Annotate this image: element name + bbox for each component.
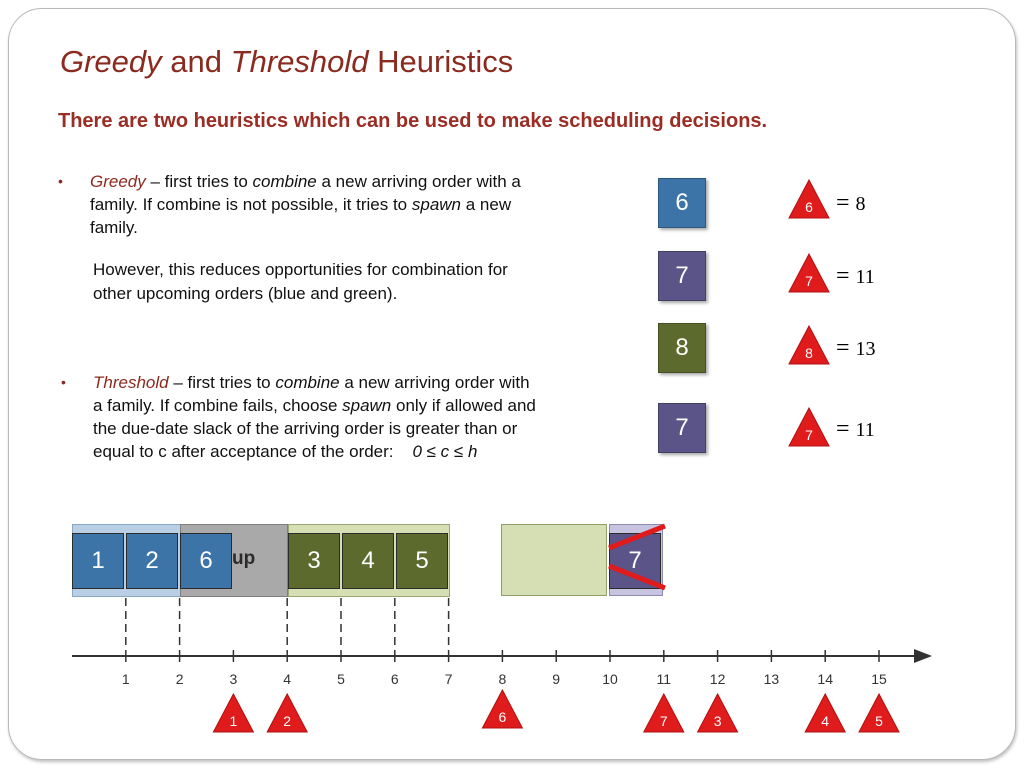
axis-tick-label: 2 bbox=[175, 671, 184, 687]
greedy-bullet: • Greedy – first tries to combine a new arriving order with a family. If combine is not possible, it tries to spawn a new family. bbox=[58, 172, 521, 237]
arrival-1 bbox=[213, 694, 253, 732]
axis-arrow bbox=[914, 649, 932, 663]
order-due-3: = 13 bbox=[836, 335, 876, 361]
axis-tick-label: 3 bbox=[229, 671, 238, 687]
threshold-formula: 0 ≤ c ≤ h bbox=[412, 442, 478, 461]
arrival-4 bbox=[805, 694, 845, 732]
gantt-blue-2: 2 bbox=[126, 533, 178, 589]
arrival-label: 6 bbox=[805, 199, 813, 215]
order-box-4: 7 bbox=[658, 403, 706, 453]
arrival-label: 7 bbox=[659, 713, 668, 729]
boundary-dashes bbox=[126, 598, 449, 650]
order-triangle-3 bbox=[789, 326, 829, 364]
order-box-1: 6 bbox=[658, 178, 706, 228]
axis-tick-label: 15 bbox=[871, 671, 887, 687]
axis-tick-label: 11 bbox=[656, 671, 672, 687]
arrival-6 bbox=[482, 690, 522, 728]
arrival-5 bbox=[859, 694, 899, 732]
gantt-green-4: 4 bbox=[342, 533, 394, 589]
gantt-green-5: 5 bbox=[396, 533, 448, 589]
axis-tick-label: 12 bbox=[709, 671, 726, 687]
axis-tick-label: 5 bbox=[337, 671, 345, 687]
order-box-3: 8 bbox=[658, 323, 706, 373]
arrival-label: 2 bbox=[283, 713, 292, 729]
arrival-label: 8 bbox=[805, 345, 813, 361]
bullet-dot: • bbox=[61, 374, 66, 390]
gantt-purple-7: 7 bbox=[609, 533, 661, 589]
axis-tick-label: 9 bbox=[552, 671, 561, 687]
order-due-2: = 11 bbox=[836, 263, 875, 289]
title-and: and bbox=[170, 44, 223, 79]
reject-mark-top bbox=[609, 526, 665, 548]
greedy-note: However, this reduces opportunities for combination for other upcoming orders (blue and green). bbox=[93, 260, 508, 303]
order-due-1: = 8 bbox=[836, 190, 866, 216]
axis-tick-label: 1 bbox=[121, 671, 130, 687]
arrival-label: 3 bbox=[713, 713, 722, 729]
threshold-bullet: • Threshold – first tries to combine a new arriving order with a family. If combine fails, choose spawn only if allowed and the due-date slack of the arriving order is greater than or equal to c after acceptance of the order: 0 ≤ c ≤ h bbox=[61, 373, 536, 461]
reject-mark-bottom bbox=[609, 566, 665, 588]
arrival-7 bbox=[644, 694, 684, 732]
slide-subtitle: There are two heuristics which can be used to make scheduling decisions. bbox=[58, 110, 768, 132]
order-due-4: = 11 bbox=[836, 416, 875, 442]
order-triangle-1 bbox=[789, 180, 829, 218]
title-greedy: Greedy bbox=[60, 44, 162, 79]
axis-tick-label: 6 bbox=[390, 671, 399, 687]
arrival-label: 7 bbox=[805, 427, 813, 443]
bullet-dot: • bbox=[58, 173, 63, 189]
arrival-label: 5 bbox=[875, 713, 883, 729]
axis-tick-label: 7 bbox=[444, 671, 453, 687]
greedy-term: Greedy bbox=[90, 172, 146, 191]
order-triangles bbox=[789, 180, 829, 446]
gantt-blue-6: 6 bbox=[180, 533, 232, 589]
gantt-blue-1: 1 bbox=[72, 533, 124, 589]
arrival-label: 4 bbox=[821, 713, 830, 729]
order-triangle-2 bbox=[789, 254, 829, 292]
order-box-2: 7 bbox=[658, 251, 706, 301]
arrival-3 bbox=[698, 694, 738, 732]
threshold-term: Threshold bbox=[93, 373, 169, 392]
axis-tick-label: 14 bbox=[817, 671, 833, 687]
arrival-triangles bbox=[213, 690, 899, 732]
arrival-label: 1 bbox=[229, 713, 238, 729]
axis-tick-label: 13 bbox=[763, 671, 780, 687]
setup-label: up bbox=[232, 548, 256, 569]
title-threshold: Threshold bbox=[230, 44, 369, 79]
gantt-green-3: 3 bbox=[288, 533, 340, 589]
title-heuristics: Heuristics bbox=[377, 44, 514, 79]
axis-tick-label: 4 bbox=[283, 671, 292, 687]
arrival-label: 7 bbox=[805, 273, 813, 289]
order-triangle-4 bbox=[789, 408, 829, 446]
arrival-2 bbox=[267, 694, 307, 732]
arrival-label: 6 bbox=[498, 709, 507, 725]
axis-tick-label: 10 bbox=[602, 671, 618, 687]
axis-tick-label: 8 bbox=[498, 671, 507, 687]
